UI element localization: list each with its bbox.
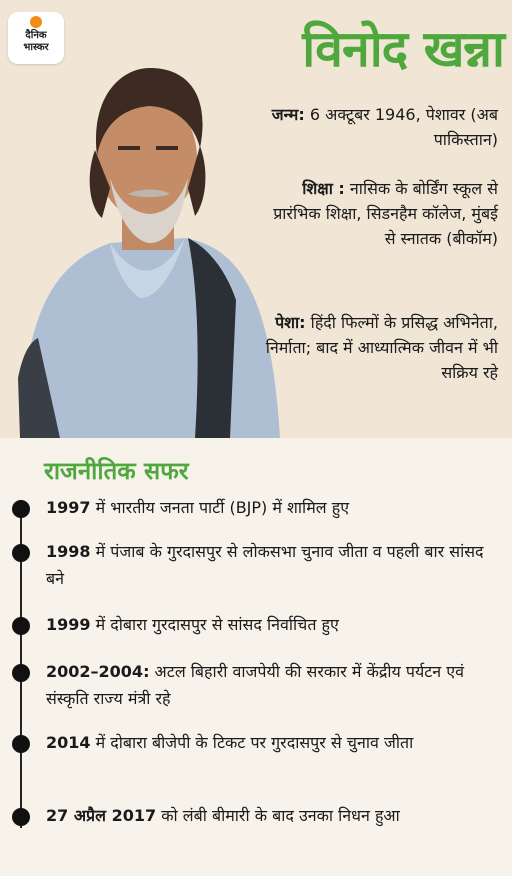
bio-birth	[262, 102, 498, 152]
timeline-text: में दोबारा बीजेपी के टिकट पर गुरदासपुर से चुनाव जीता	[90, 733, 414, 752]
birth-text: 6 अक्टूबर 1946, पेशावर (अब पाकिस्तान)	[309, 105, 498, 149]
timeline-item	[46, 729, 486, 756]
birth-label: जन्म:	[271, 105, 305, 124]
timeline-year: 2014	[46, 733, 91, 752]
timeline-text: को लंबी बीमारी के बाद उनका निधन हुआ	[156, 806, 400, 825]
timeline-text: में दोबारा गुरदासपुर से सांसद निर्वाचित हुए	[90, 615, 339, 634]
profession-label: पेशा:	[275, 313, 306, 332]
logo-line-1: दैनिक	[25, 30, 47, 41]
education-text: नासिक के बोर्डिंग स्कूल से प्रारंभिक शिक्षा, सिडनहैम कॉलेज, मुंबई से स्नातक (बीकॉम)	[273, 179, 498, 248]
timeline-item	[46, 494, 486, 521]
sun-icon	[30, 16, 42, 28]
timeline-year: 1998	[46, 542, 91, 561]
timeline-item	[46, 611, 486, 638]
timeline-item	[46, 658, 486, 712]
education-label: शिक्षा :	[302, 179, 345, 198]
timeline-item	[46, 802, 486, 829]
timeline-dot	[12, 808, 30, 826]
section-title: राजनीतिक सफर	[44, 457, 189, 485]
bio-education	[262, 176, 498, 251]
timeline-dot	[12, 735, 30, 753]
timeline-text: में भारतीय जनता पार्टी (BJP) में शामिल हुए	[90, 498, 350, 517]
timeline-dot	[12, 500, 30, 518]
timeline-year: 1999	[46, 615, 91, 634]
timeline-item	[46, 538, 486, 592]
profession-text: हिंदी फिल्मों के प्रसिद्ध अभिनेता, निर्माता; बाद में आध्यात्मिक जीवन में भी सक्रिय रहे	[265, 313, 498, 382]
portrait-photo	[0, 38, 290, 438]
timeline-dot	[12, 544, 30, 562]
timeline-year: 1997	[46, 498, 91, 517]
timeline-year: 2002–2004:	[46, 662, 150, 681]
page-title: विनोद खन्ना	[302, 20, 504, 78]
timeline-text: में पंजाब के गुरदासपुर से लोकसभा चुनाव जीता व पहली बार सांसद बने	[46, 542, 484, 588]
bio-profession	[262, 310, 498, 385]
timeline-dot	[12, 664, 30, 682]
timeline-year: 27 अप्रैल 2017	[46, 806, 157, 825]
timeline-text: अटल बिहारी वाजपेयी की सरकार में केंद्रीय पर्यटन एवं संस्कृति राज्य मंत्री रहे	[46, 662, 465, 708]
timeline-dot	[12, 617, 30, 635]
logo-line-2: भास्कर	[23, 42, 49, 53]
